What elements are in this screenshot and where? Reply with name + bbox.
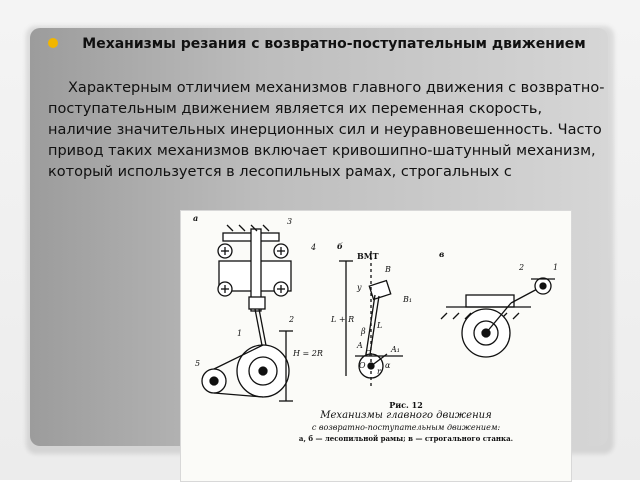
label-B: B [385, 265, 391, 274]
label-l-plus-r: L + R [331, 315, 355, 324]
label-O: O [359, 361, 366, 370]
slide-title: Механизмы резания с возвратно-поступательным движением [82, 36, 586, 52]
label-h-2r: H = 2R [293, 349, 323, 358]
label-c-2: 2 [519, 263, 525, 272]
label-A: A [357, 341, 363, 350]
caption-title: Механизмы главного движения [320, 410, 492, 421]
label-A1: A₁ [391, 345, 400, 354]
caption-description: а, б — лесопильной рамы; в — строгального станка. [298, 434, 514, 443]
figure-caption [291, 400, 521, 444]
label-b: б [337, 241, 343, 251]
label-vmt: ВМТ [357, 251, 379, 261]
label-v: в [439, 249, 445, 259]
label-5: 5 [195, 359, 201, 368]
label-a: а [193, 213, 199, 223]
bullet-icon [48, 38, 58, 48]
label-B1: B₁ [403, 295, 413, 304]
label-L: L [377, 321, 383, 330]
slide-title-row [48, 34, 600, 54]
label-beta: β [361, 327, 366, 336]
label-2: 2 [289, 315, 295, 324]
label-3: 3 [287, 217, 293, 226]
mechanism-figure [180, 210, 572, 482]
label-alpha: α [385, 361, 391, 370]
label-4: 4 [311, 243, 317, 252]
caption-subtitle: с возвратно-поступательным движением: [311, 423, 501, 432]
caption-number: Рис. 12 [389, 400, 423, 410]
label-y: y [357, 283, 362, 292]
slide-body-text: Характерным отличием механизмов главного движения с возвратно-поступательным движением является их переменная скорость, наличие значительных инерционных сил и неуравновешенность. Часто привод таких механизмов включает кривошипно-шатунный механизм, который используется в лесопильных рамах, строгальных с [48, 80, 605, 180]
label-c-1: 1 [553, 263, 559, 272]
label-r: r [377, 367, 381, 376]
label-1: 1 [237, 329, 243, 338]
label-C: C [365, 349, 372, 358]
